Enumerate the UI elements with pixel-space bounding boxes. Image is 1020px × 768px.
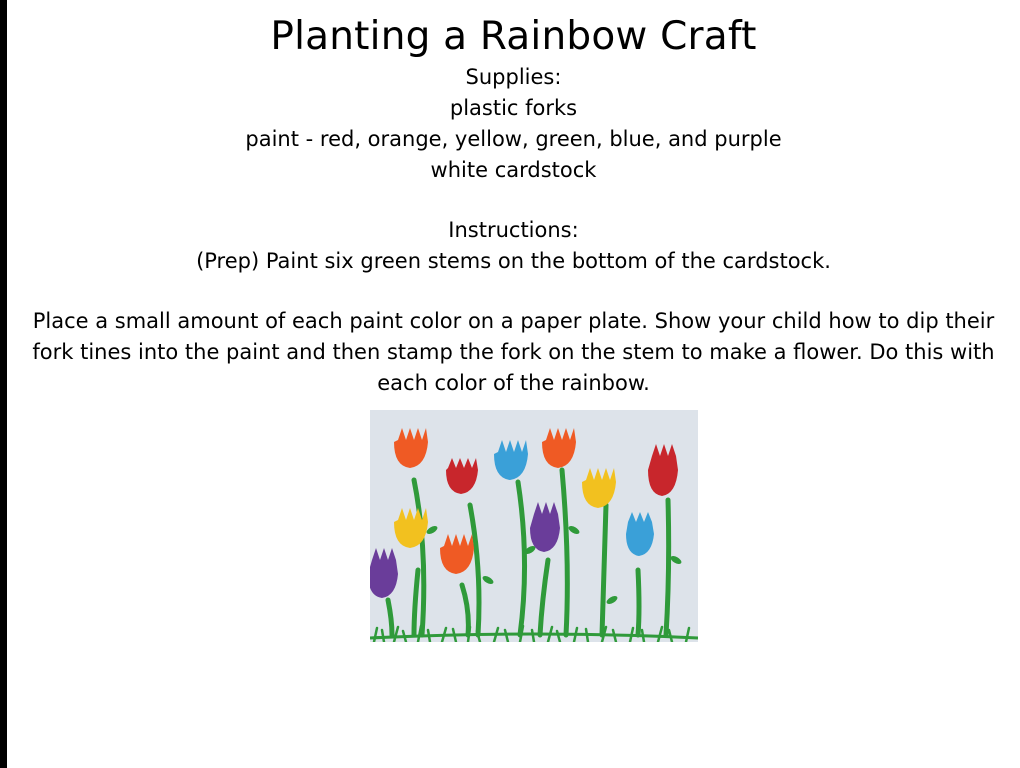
document-page: [7, 0, 1020, 399]
prep-instruction: (Prep) Paint six green stems on the bottom of the cardstock.: [196, 249, 831, 273]
fork-flower-craft-photo: [370, 410, 698, 642]
supply-item: white cardstock: [430, 158, 597, 182]
left-edge-bar: [0, 0, 7, 768]
spacer: [7, 277, 1020, 306]
supplies-heading: Supplies:: [465, 65, 562, 89]
spacer: [7, 186, 1020, 215]
supply-item: paint - red, orange, yellow, green, blue, and purple: [245, 127, 782, 151]
instructions-heading: Instructions:: [448, 218, 579, 242]
supply-item: plastic forks: [449, 96, 578, 120]
instruction-steps: Place a small amount of each paint color on a paper plate. Show your child how to dip their fork tines into the paint and then stamp the fork on the stem to make a flower. Do this with each color of the rainbow.: [32, 309, 995, 395]
page-title: Planting a Rainbow Craft: [270, 14, 757, 59]
